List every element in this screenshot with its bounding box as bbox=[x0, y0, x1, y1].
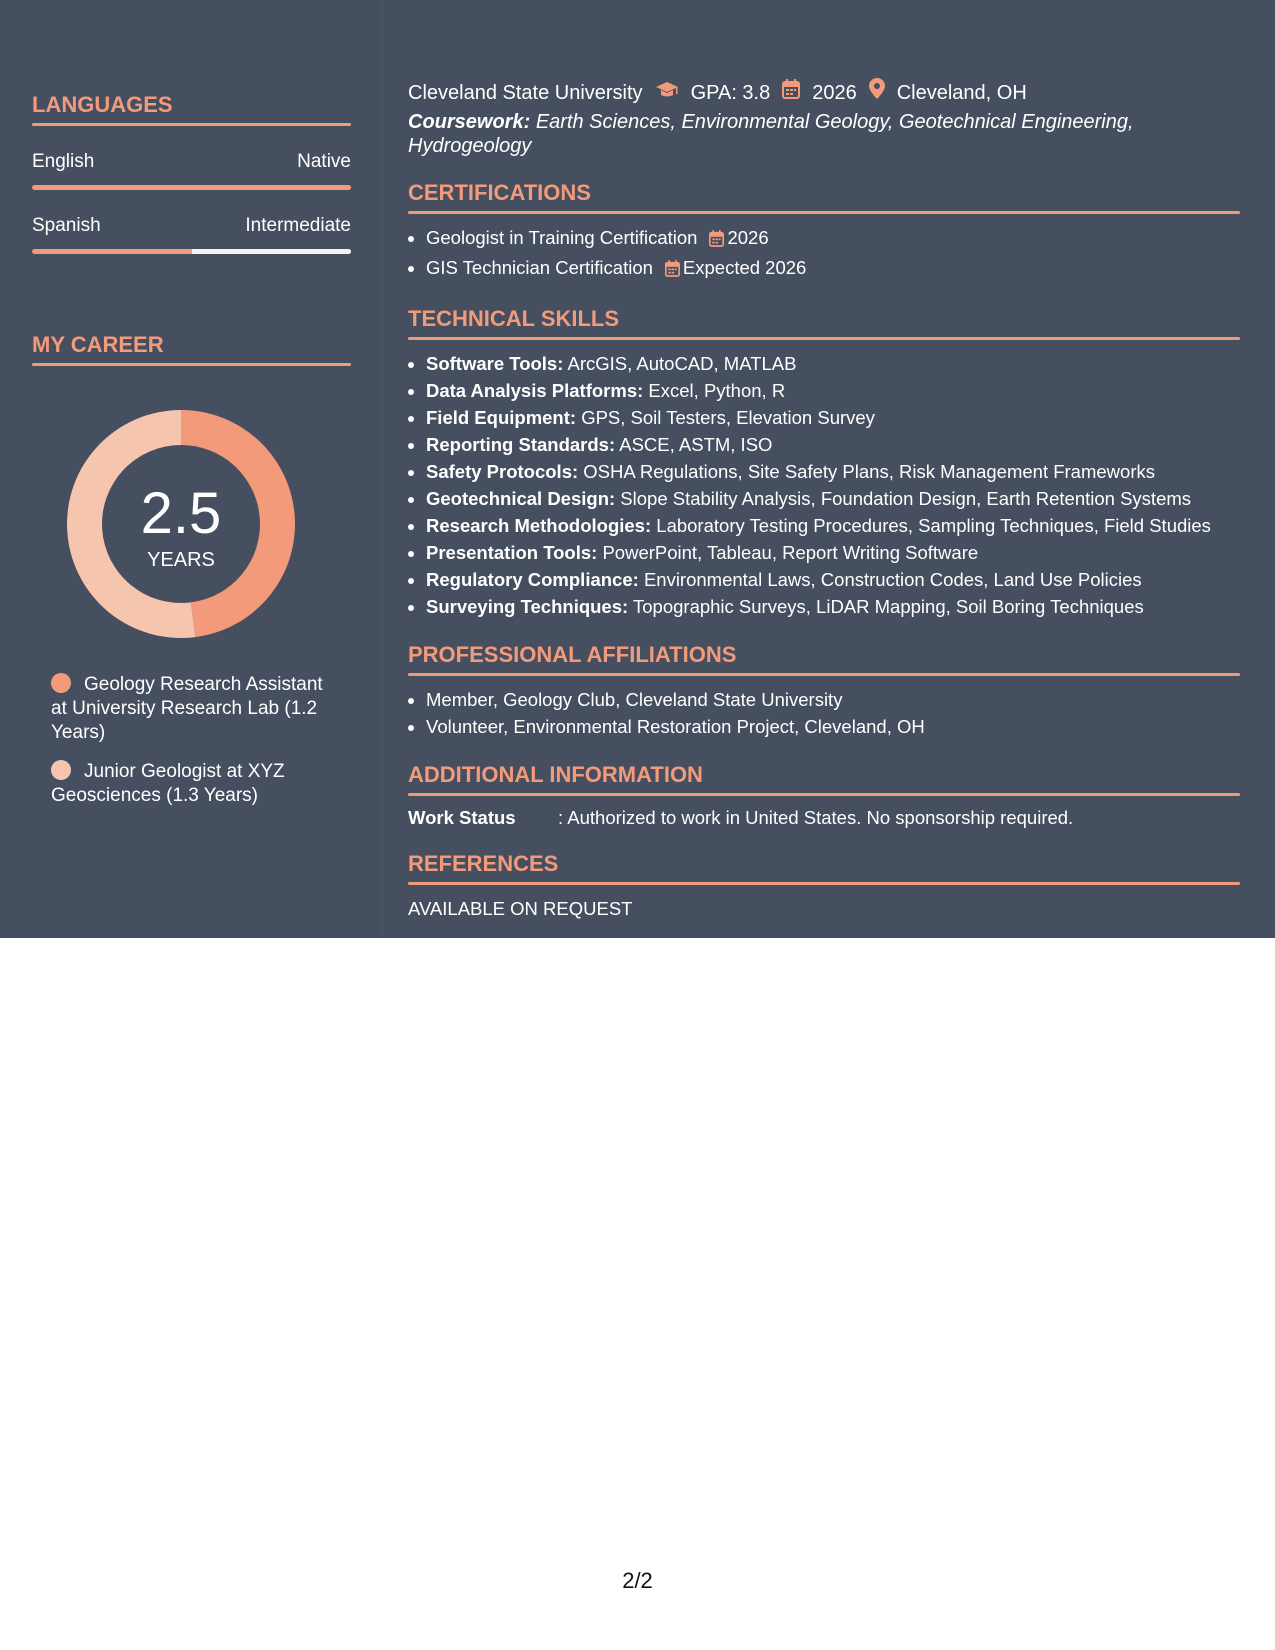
skill-label: Safety Protocols: bbox=[426, 461, 579, 482]
skill-item bbox=[426, 512, 1240, 539]
skill-label: Regulatory Compliance: bbox=[426, 569, 639, 590]
column-divider bbox=[382, 0, 383, 938]
skill-value: Environmental Laws, Construction Codes, Land Use Policies bbox=[643, 569, 1142, 590]
affiliations-title: PROFESSIONAL AFFILIATIONS bbox=[408, 642, 737, 667]
additional-info-title: ADDITIONAL INFORMATION bbox=[408, 762, 703, 787]
legend-dot bbox=[51, 673, 71, 693]
skill-value: Excel, Python, R bbox=[648, 380, 786, 401]
calendar-icon bbox=[709, 227, 724, 254]
section-divider bbox=[408, 673, 1240, 676]
certification-name: GIS Technician Certification bbox=[426, 257, 653, 278]
skill-label: Surveying Techniques: bbox=[426, 596, 629, 617]
certification-date: 2026 bbox=[727, 227, 769, 248]
work-status-row bbox=[408, 807, 1240, 829]
page-number: 2/2 bbox=[622, 1568, 653, 1593]
certifications-section bbox=[408, 178, 1240, 284]
career-title: MY CAREER bbox=[32, 332, 164, 357]
references-title: REFERENCES bbox=[408, 851, 559, 876]
skill-value: GPS, Soil Testers, Elevation Survey bbox=[581, 407, 875, 428]
graduation-year: 2026 bbox=[812, 81, 857, 104]
language-row bbox=[32, 150, 351, 174]
list-item: • Member, Geology Club, Cleveland State University bbox=[426, 686, 1240, 713]
skill-value: Laboratory Testing Procedures, Sampling Techniques, Field Studies bbox=[656, 515, 1211, 536]
calendar-icon bbox=[665, 257, 680, 284]
school-location: Cleveland, OH bbox=[896, 81, 1027, 104]
certifications-title: CERTIFICATIONS bbox=[408, 180, 591, 205]
legend-label: Geology Research Assistant at University Research Lab (1.2 Years) bbox=[51, 674, 323, 743]
legend-dot bbox=[51, 760, 71, 780]
map-pin-icon bbox=[869, 78, 885, 107]
skill-value: ASCE, ASTM, ISO bbox=[619, 434, 773, 455]
affiliations-list bbox=[408, 686, 1240, 740]
skill-item bbox=[426, 350, 1240, 377]
skill-value: PowerPoint, Tableau, Report Writing Software bbox=[602, 542, 979, 563]
list-item bbox=[426, 254, 1240, 284]
section-divider bbox=[408, 882, 1240, 885]
coursework-list: Earth Sciences, Environmental Geology, Geotechnical Engineering, Hydrogeology bbox=[408, 111, 1134, 157]
skill-item bbox=[426, 593, 1240, 620]
skill-label: Field Equipment: bbox=[426, 407, 577, 428]
legend-item bbox=[51, 673, 331, 745]
additional-info-section bbox=[408, 760, 1240, 829]
work-status-label: Work Status bbox=[408, 807, 516, 828]
calendar-icon bbox=[782, 79, 800, 107]
certification-date: Expected 2026 bbox=[682, 257, 807, 278]
skill-item bbox=[426, 539, 1240, 566]
graduation-cap-icon bbox=[655, 79, 679, 107]
language-level: Native bbox=[297, 151, 351, 172]
references-section bbox=[408, 849, 1240, 920]
language-name: Spanish bbox=[32, 215, 101, 236]
section-divider bbox=[408, 211, 1240, 214]
skill-item bbox=[426, 458, 1240, 485]
list-item: • Volunteer, Environmental Restoration Project, Cleveland, OH bbox=[426, 713, 1240, 740]
main-column bbox=[408, 78, 1240, 920]
gpa: GPA: 3.8 bbox=[690, 81, 771, 104]
section-divider bbox=[32, 363, 351, 366]
skill-item bbox=[426, 485, 1240, 512]
skill-label: Geotechnical Design: bbox=[426, 488, 616, 509]
languages-title: LANGUAGES bbox=[32, 92, 173, 117]
references-text: AVAILABLE ON REQUEST bbox=[408, 898, 633, 919]
certifications-list bbox=[408, 224, 1240, 284]
section-divider bbox=[408, 337, 1240, 340]
skill-value: Topographic Surveys, LiDAR Mapping, Soil Boring Techniques bbox=[633, 596, 1144, 617]
skill-label: Data Analysis Platforms: bbox=[426, 380, 644, 401]
list-item bbox=[426, 224, 1240, 254]
affiliations-section bbox=[408, 640, 1240, 740]
career-total-years: 2.5 bbox=[140, 481, 222, 546]
language-name: English bbox=[32, 151, 95, 172]
school-name: Cleveland State University bbox=[408, 81, 643, 104]
career-legend bbox=[51, 673, 331, 808]
skill-item bbox=[426, 566, 1240, 593]
language-row bbox=[32, 214, 351, 238]
career-donut-chart bbox=[66, 409, 296, 639]
language-proficiency-bar bbox=[32, 185, 351, 190]
work-status-value: : Authorized to work in United States. No sponsorship required. bbox=[558, 807, 1074, 828]
sidebar bbox=[32, 90, 351, 823]
section-divider bbox=[408, 793, 1240, 796]
skill-label: Software Tools: bbox=[426, 353, 564, 374]
education-line bbox=[408, 78, 1240, 107]
skill-value: ArcGIS, AutoCAD, MATLAB bbox=[567, 353, 797, 374]
skill-label: Presentation Tools: bbox=[426, 542, 598, 563]
legend-label: Junior Geologist at XYZ Geosciences (1.3 Years) bbox=[51, 761, 285, 806]
skill-item bbox=[426, 404, 1240, 431]
skill-label: Research Methodologies: bbox=[426, 515, 652, 536]
section-divider bbox=[32, 123, 351, 126]
skills-list bbox=[408, 350, 1240, 620]
skills-section bbox=[408, 304, 1240, 620]
skill-value: OSHA Regulations, Site Safety Plans, Risk Management Frameworks bbox=[583, 461, 1155, 482]
skill-value: Slope Stability Analysis, Foundation Design, Earth Retention Systems bbox=[620, 488, 1192, 509]
coursework-label: Coursework: bbox=[408, 111, 531, 133]
career-unit: YEARS bbox=[147, 549, 215, 571]
skill-item bbox=[426, 431, 1240, 458]
language-level: Intermediate bbox=[245, 215, 351, 236]
certification-name: Geologist in Training Certification bbox=[426, 227, 698, 248]
skill-item bbox=[426, 377, 1240, 404]
coursework bbox=[408, 110, 1240, 158]
skills-title: TECHNICAL SKILLS bbox=[408, 306, 620, 331]
language-proficiency-bar bbox=[32, 249, 351, 254]
career-section bbox=[32, 330, 351, 808]
legend-item bbox=[51, 760, 331, 808]
skill-label: Reporting Standards: bbox=[426, 434, 616, 455]
